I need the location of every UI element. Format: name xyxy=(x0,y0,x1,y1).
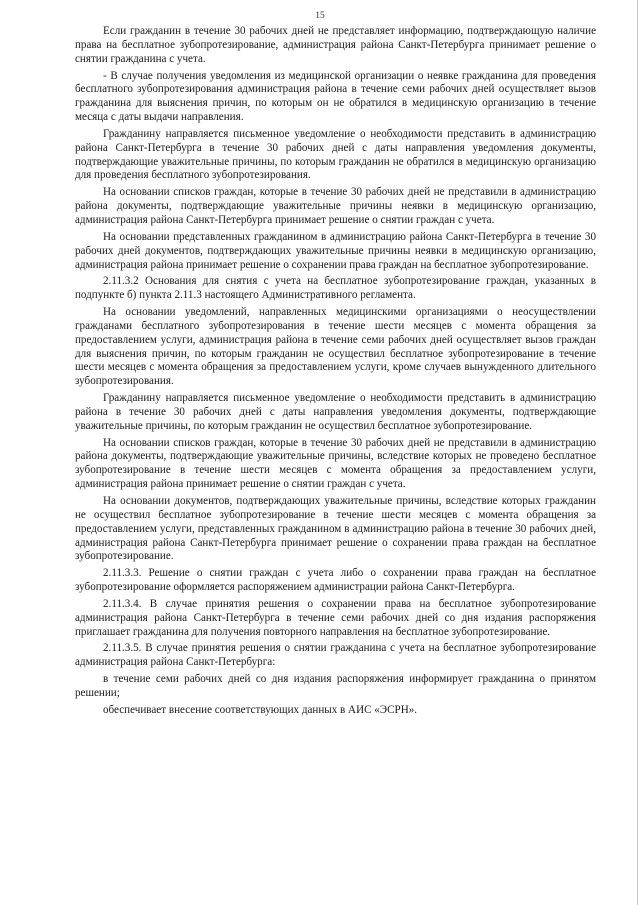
paragraph: 2.11.3.5. В случае принятия решения о снятии гражданина с учета на бесплатное зубопротезирование администрация района Санкт-Петербурга: xyxy=(75,642,596,669)
paragraph: в течение семи рабочих дней со дня издания распоряжения информирует гражданина о принятом решении; xyxy=(75,673,596,699)
paragraph: обеспечивает внесение соответствующих данных в АИС «ЭСРН». xyxy=(103,703,418,716)
paragraph: - В случае получения уведомления из медицинской организации о неявке гражданина для проведения бесплатного зубопротезирования администрация района в течение семи рабочих дней осуществляет вызов гражданина для выяснения причин, по которым он не обратился в медицинскую организацию в течение месяца с даты выдачи направления. xyxy=(75,69,596,124)
paragraph: 2.11.3.4. В случае принятия решения о сохранении права на бесплатное зубопротезирование администрация района Санкт-Петербурга в течение семи рабочих дней со дня издания распоряжения приглашает гражданина для получения повторного направления на бесплатное зубопротезирование. xyxy=(75,597,596,638)
scan-edge-line xyxy=(637,0,638,905)
paragraph: На основании документов, подтверждающих уважительные причины, вследствие которых гражданин не осуществил бесплатное зубопротезирование в течение шести месяцев с момента обращения за предоставлением услуги, представленных гражданином в администрацию района в течение 30 рабочих дней, администрация района Санкт-Петербурга принимает решение о сохранении права граждан на бесплатное зубопротезирование. xyxy=(75,495,596,563)
paragraph: Гражданину направляется письменное уведомление о необходимости представить в администрацию района в течение 30 рабочих дней с даты направления уведомления документы, подтверждающие уважительные причины, по которым гражданин не осуществил бесплатное зубопротезирование. xyxy=(75,392,596,432)
document-body xyxy=(75,25,596,718)
paragraph: На основании уведомлений, направленных медицинскими организациями о неосуществлении гражданами бесплатного зубопротезирования в течение шести месяцев с момента обращения за предоставлением услуги, администрация района в течение семи рабочих дней осуществляет вызов граждан для выяснения причин, по которым гражданин не осуществил бесплатное зубопротезирование в течение шести месяцев с момента обращения за предоставлением услуги, кроме случаев вынужденного длительного зубопротезирования. xyxy=(75,306,596,388)
paragraph: На основании списков граждан, которые в течение 30 рабочих дней не представили в администрацию района документы, подтверждающие уважительные причины, вследствие которых не проведено бесплатное зубопротезирование в течение шести месяцев с момента обращения за предоставлением услуги, администрация района принимает решение о снятии граждан с учета. xyxy=(75,436,596,491)
page-number: 15 xyxy=(315,11,325,21)
paragraph: На основании представленных гражданином в администрацию района Санкт-Петербурга в течение 30 рабочих дней документов, подтверждающих уважительные причины неявки в медицинскую организацию, администрация района принимает решение о сохранении права граждан на бесплатное зубопротезирование. xyxy=(75,230,596,271)
paragraph: 2.11.3.3. Решение о снятии граждан с учета либо о сохранении права граждан на бесплатное зубопротезирование оформляется распоряжением администрации района Санкт-Петербурга. xyxy=(75,567,596,594)
paragraph: На основании списков граждан, которые в течение 30 рабочих дней не представили в администрацию района документы, подтверждающие уважительные причины неявки в медицинскую организацию, администрация района Санкт-Петербурга принимает решение о снятии граждан с учета. xyxy=(75,186,596,226)
paragraph: 2.11.3.2 Основания для снятия с учета на бесплатное зубопротезирование граждан, указанных в подпункте б) пункта 2.11.3 настоящего Административного регламента. xyxy=(75,275,596,302)
paragraph: Гражданину направляется письменное уведомление о необходимости представить в администрацию района Санкт-Петербурга в течение 30 рабочих дней с даты направления уведомления документы, подтверждающие уважительные причины, по которым гражданин не обратился в медицинскую организацию для проведения бесплатного зубопротезирования. xyxy=(75,127,596,182)
paragraph: Если гражданин в течение 30 рабочих дней не представляет информацию, подтверждающую наличие права на бесплатное зубопротезирование, администрация района Санкт-Петербурга принимает решение о снятии гражданина с учета. xyxy=(75,25,596,65)
